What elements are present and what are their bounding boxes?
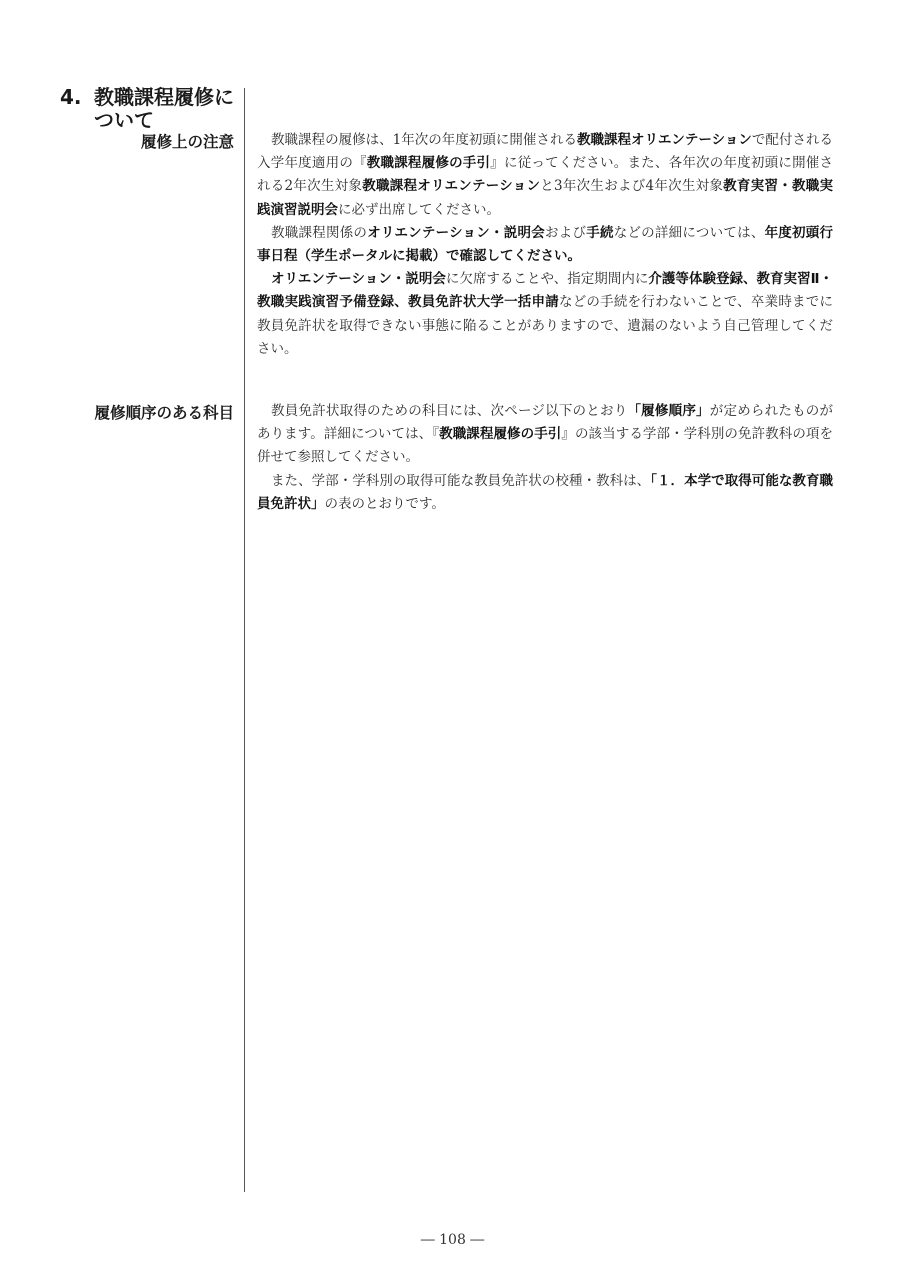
emphasis-text: 「履修順序」: [627, 403, 710, 419]
emphasis-text: 年度初頭行事日程（学生ポータルに掲載）で確認してください。: [257, 224, 834, 265]
emphasis-text: 教育実習・教職実践演習説明会: [257, 178, 833, 218]
emphasis-text: オリエンテーション・説明会: [367, 224, 545, 241]
body-text: 教職課程関係の: [271, 224, 368, 241]
section-title: [60, 86, 240, 132]
body-text: 』に従ってください。また、各年次の年度初頭に開催される2年次生対象: [257, 155, 834, 195]
subsection-heading-order: 履修順序のある科目: [94, 404, 234, 422]
subsection-body-notes: [257, 129, 833, 361]
body-text: と3年次生および4年次生対象: [540, 178, 724, 195]
section-number: 4.: [60, 85, 82, 109]
body-text: の表のとおりです。: [324, 495, 445, 512]
body-text: に必ず出席してください。: [338, 201, 500, 218]
emphasis-text: 「１．本学で取得可能な教育職員免許状」: [257, 472, 834, 512]
emphasis-text: 教職課程オリエンテーション: [576, 132, 752, 148]
paragraph: [257, 400, 833, 470]
body-text: で配付される入学年度適用の『: [257, 132, 833, 172]
body-text: などの手続を行わないことで、卒業時までに教員免許状を取得できない事態に陥ることがありますので、遺漏のないよう自己管理してください。: [257, 294, 834, 357]
paragraph: [257, 470, 833, 516]
body-text: が定められたものがあります。詳細については、『: [257, 403, 834, 443]
vertical-divider: [244, 88, 245, 1192]
paragraph: [257, 222, 833, 268]
emphasis-text: 教職課程履修の手引: [439, 426, 562, 443]
subsection-heading-notes: 履修上の注意: [140, 133, 234, 151]
emphasis-text: 教職課程履修の手引: [366, 155, 491, 172]
body-text: 』の該当する学部・学科別の免許教科の項を併せて参照してください。: [257, 426, 834, 466]
subsection-body-order: [257, 400, 833, 516]
emphasis-text: 介護等体験登録、教育実習Ⅱ・教職実践演習予備登録、教員免許状大学一括申請: [257, 271, 833, 311]
emphasis-text: 手続: [586, 224, 614, 241]
body-text: また、学部・学科別の取得可能な教員免許状の校種・教科は、: [271, 472, 651, 489]
paragraph: [257, 129, 833, 222]
paragraph: [257, 268, 833, 361]
section-title-line2: ついて: [94, 108, 154, 132]
section-title-line1: 教職課程履修に: [94, 85, 234, 109]
body-text: に欠席することや、指定期間内に: [445, 271, 649, 288]
emphasis-text: オリエンテーション・説明会: [271, 271, 446, 288]
emphasis-text: 教職課程オリエンテーション: [362, 178, 541, 195]
body-text: 教職課程の履修は、1年次の年度初頭に開催される: [271, 132, 577, 148]
body-text: 教員免許状取得のための科目には、次ページ以下のとおり: [271, 403, 628, 419]
body-text: などの詳細については、: [613, 224, 765, 241]
body-text: および: [545, 224, 587, 241]
page-number: ― 108 ―: [420, 1232, 485, 1248]
